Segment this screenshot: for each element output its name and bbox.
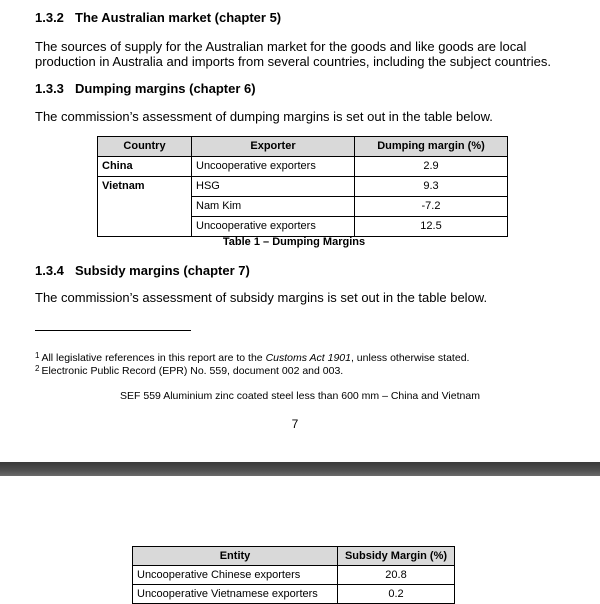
section-heading-1-3-2: 1.3.2 The Australian market (chapter 5): [35, 10, 282, 25]
table-header-row: [133, 547, 455, 566]
table-caption: Table 1 – Dumping Margins: [222, 236, 366, 248]
page-gap: [0, 462, 600, 476]
column-header-exporter: Exporter: [192, 137, 355, 157]
column-header-country: Country: [98, 137, 192, 157]
dumping-margins-table: [97, 136, 508, 237]
margin-cell: 0.2: [338, 585, 455, 604]
document-page-8: [0, 476, 600, 600]
country-cell: China: [98, 157, 192, 177]
margin-cell: 20.8: [338, 566, 455, 585]
entity-cell: Uncooperative Chinese exporters: [133, 566, 338, 585]
exporter-cell: Nam Kim: [192, 197, 355, 217]
table-row: [133, 585, 455, 604]
page-footer: SEF 559 Aluminium zinc coated steel less than 600 mm – China and Vietnam: [120, 390, 480, 402]
subsidy-margins-table: [132, 546, 455, 604]
page-number: 7: [291, 417, 299, 431]
section-heading-1-3-3: 1.3.3 Dumping margins (chapter 6): [35, 81, 256, 96]
margin-cell: 12.5: [355, 217, 508, 237]
column-header-dumping-margin: Dumping margin (%): [355, 137, 508, 157]
section-heading-1-3-4: 1.3.4 Subsidy margins (chapter 7): [35, 263, 250, 278]
paragraph-subsidy-intro: The commission’s assessment of subsidy margins is set out in the table below.: [35, 290, 488, 305]
margin-cell: 9.3: [355, 177, 508, 197]
paragraph-dumping-intro: The commission’s assessment of dumping margins is set out in the table below.: [35, 109, 493, 124]
country-cell: Vietnam: [98, 177, 192, 237]
table-row: [98, 157, 508, 177]
exporter-cell: Uncooperative exporters: [192, 157, 355, 177]
margin-cell: -7.2: [355, 197, 508, 217]
footnote-separator: [35, 330, 191, 331]
table-row: [98, 177, 508, 197]
table-header-row: [98, 137, 508, 157]
table-row: [133, 566, 455, 585]
exporter-cell: Uncooperative exporters: [192, 217, 355, 237]
exporter-cell: HSG: [192, 177, 355, 197]
entity-cell: Uncooperative Vietnamese exporters: [133, 585, 338, 604]
margin-cell: 2.9: [355, 157, 508, 177]
footnote-2: $^2$ Electronic Public Record (EPR) No. 559, document 002 and 003.: [35, 364, 344, 377]
column-header-entity: Entity: [133, 547, 338, 566]
column-header-subsidy-margin: Subsidy Margin (%): [338, 547, 455, 566]
paragraph-australian-market: The sources of supply for the Australian market for the goods and like goods are local production in Australia and imports from several countries, including the subject countries.: [35, 39, 551, 69]
footnote-1: $^1$ All legislative references in this report are to the Customs Act 1901, unless otherwise stated.: [35, 351, 470, 364]
